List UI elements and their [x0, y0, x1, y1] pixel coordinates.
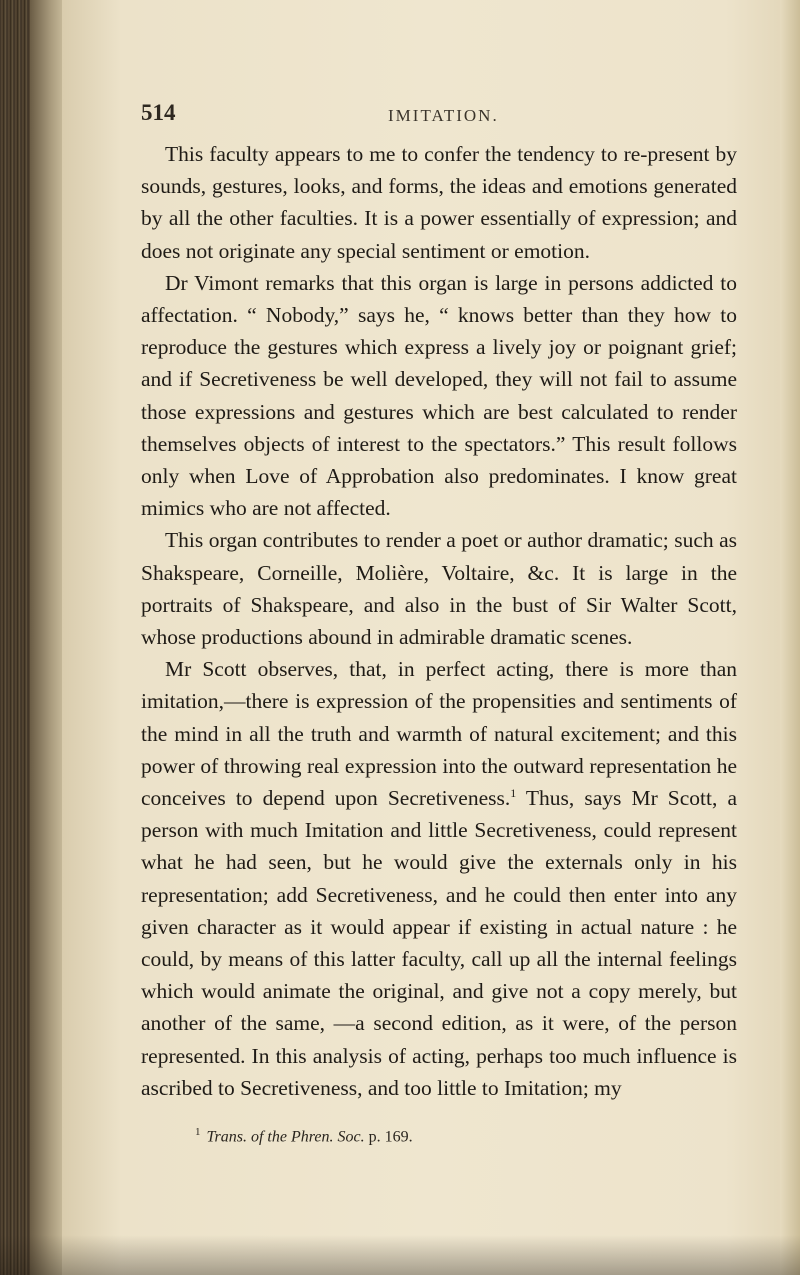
footnote-title: Trans. of the Phren. Soc. — [206, 1128, 365, 1146]
page-stack-edge — [30, 0, 64, 1275]
body-text — [141, 138, 737, 1104]
paragraph-4 — [141, 653, 737, 1104]
paragraph-4-part-1: Mr Scott observes, that, in perfect acting, there is more than imitation,—there is expression of the propensities and sentiments of the mind in all the truth and warmth of natural excitement; and this power of throwing real expression into the outward representation he conceives to depend upon Secretiveness. — [141, 657, 737, 811]
footnote-mark: 1 — [195, 1126, 201, 1138]
paragraph-2: Dr Vimont remarks that this organ is large in persons addicted to affectation. “ Nobody,” says he, “ knows better than they how to reproduce the gestures which express a lively joy or poignant grief; and if Secretiveness be well developed, they will not fail to assume those expressions and gestures which are best calculated to render themselves objects of interest to the spectators.” This result follows only when Love of Approbation also predominates. I know great mimics who are not affected. — [141, 270, 737, 521]
page-number: 514 — [141, 100, 176, 125]
paragraph-1: This faculty appears to me to confer the tendency to re-present by sounds, gestures, looks, and forms, the ideas and emotions generated by all the other faculties. It is a power essentially of expression; and does not originate any special sentiment or emotion. — [141, 142, 737, 263]
paragraph-4-part-2: Thus, says Mr Scott, a person with much Imitation and little Secretiveness, could represent what he had seen, but he would give the externals only in his representation; add Secretiveness, and he could then enter into any given character as it would appear if existing in actual nature : he could, by means of this latter faculty, call up all the internal feelings which would animate the original, and give not a copy merely, but another of the same, —a second edition, as it were, of the person represented. In this analysis of acting, perhaps too much influence is ascribed to Secretiveness, and too little to Imitation; my — [141, 786, 737, 1100]
running-title: IMITATION. — [388, 106, 499, 125]
bottom-shadow — [0, 1235, 800, 1275]
paragraph-3: This organ contributes to render a poet or author dramatic; such as Shakspeare, Corneille, Molière, Voltaire, &c. It is large in the portraits of Shakspeare, and also in the bust of Sir Walter Scott, whose productions abound in admirable dramatic scenes. — [141, 528, 737, 650]
footnote-reference[interactable]: 1 — [510, 785, 517, 800]
footnote — [195, 1126, 715, 1146]
page-edge — [780, 0, 800, 1275]
page-header — [141, 100, 761, 132]
footnote-page: p. 169. — [364, 1128, 413, 1146]
